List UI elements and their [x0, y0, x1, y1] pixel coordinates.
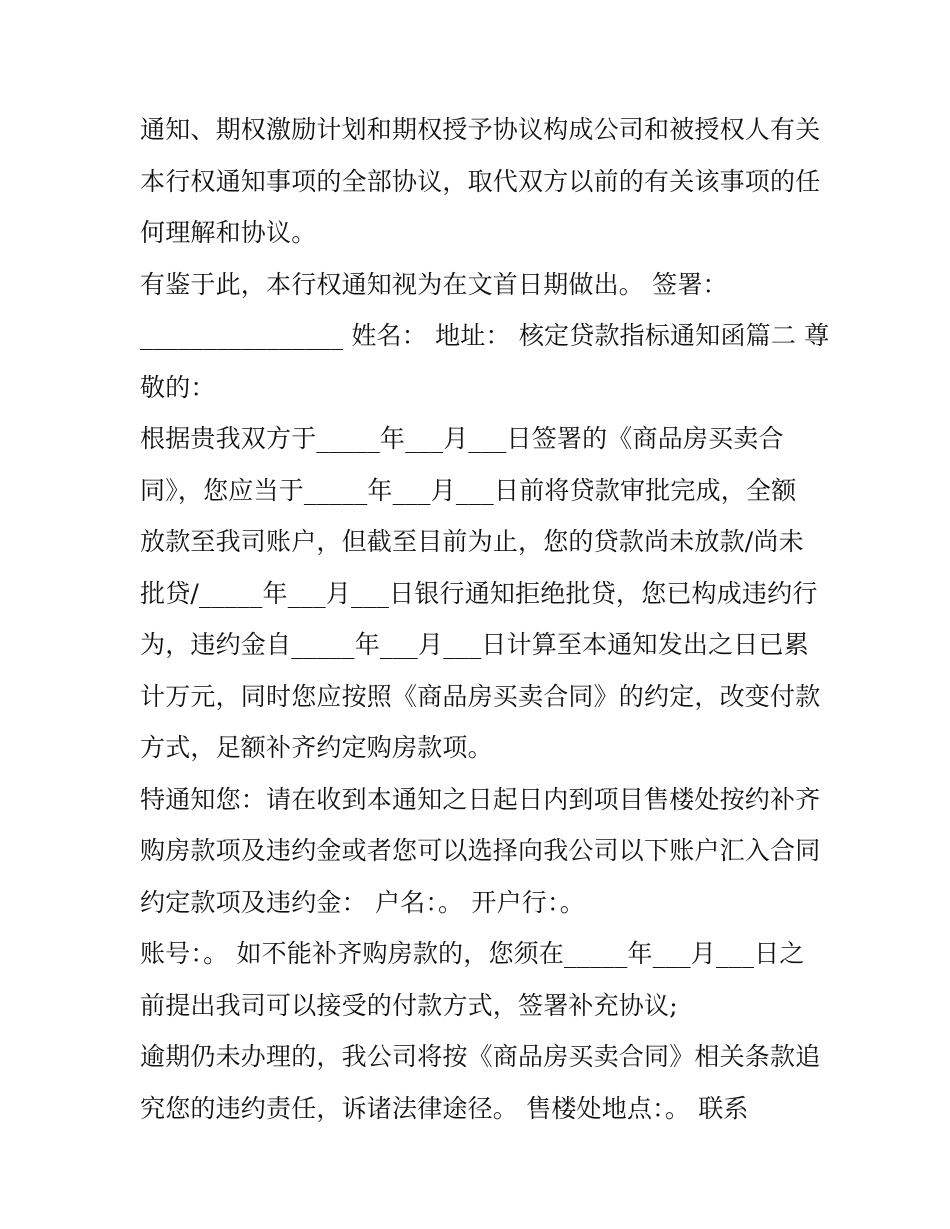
text-line: 批贷/_____年___月___日银行通知拒绝批贷，您已构成违约行: [140, 578, 818, 608]
document-body: [140, 104, 830, 1134]
text-line: 逾期仍未办理的，我公司将按《商品房买卖合同》相关条款追: [140, 1042, 821, 1071]
text-line: 根据贵我双方于_____年___月___日签署的《商品房买卖合: [140, 424, 784, 453]
text-line: 本行权通知事项的全部协议，取代双方以前的有关该事项的任: [140, 166, 821, 196]
text-line: 购房款项及违约金或者您可以选择向我公司以下账户汇入合同: [140, 836, 821, 865]
text-line: 敬的：: [140, 372, 216, 402]
text-line: 放款至我司账户，但截至目前为止，您的贷款尚未放款/尚未: [140, 527, 804, 556]
text-line: 究您的违约责任，诉诸法律途径。 售楼处地点：。 联系: [140, 1093, 749, 1123]
text-line: 同》，您应当于_____年___月___日前将贷款审批完成，全额: [140, 475, 797, 505]
text-line: 账号：。 如不能补齐购房款的，您须在_____年___月___日之: [140, 939, 805, 968]
text-line: 何理解和协议。: [140, 218, 317, 247]
text-line: 为，违约金自_____年___月___日计算至本通知发出之日已累: [140, 630, 809, 659]
text-line: 约定款项及违约金： 户名：。 开户行：。: [140, 887, 585, 917]
text-line: 计万元，同时您应按照《商品房买卖合同》的约定，改变付款: [140, 681, 821, 711]
text-line: 特通知您：请在收到本通知之日起日内到项目售楼处按约补齐: [140, 784, 821, 814]
text-line: 通知、期权激励计划和期权授予协议构成公司和被授权人有关: [140, 115, 821, 144]
text-line: 前提出我司可以接受的付款方式，签署补充协议;: [140, 990, 678, 1020]
text-line: ________________ 姓名： 地址： 核定贷款指标通知函篇二 尊: [140, 321, 830, 350]
text-line: 有鉴于此，本行权通知视为在文首日期做出。 签署：: [140, 269, 728, 299]
text-line: 方式，足额补齐约定购房款项。: [140, 733, 493, 762]
